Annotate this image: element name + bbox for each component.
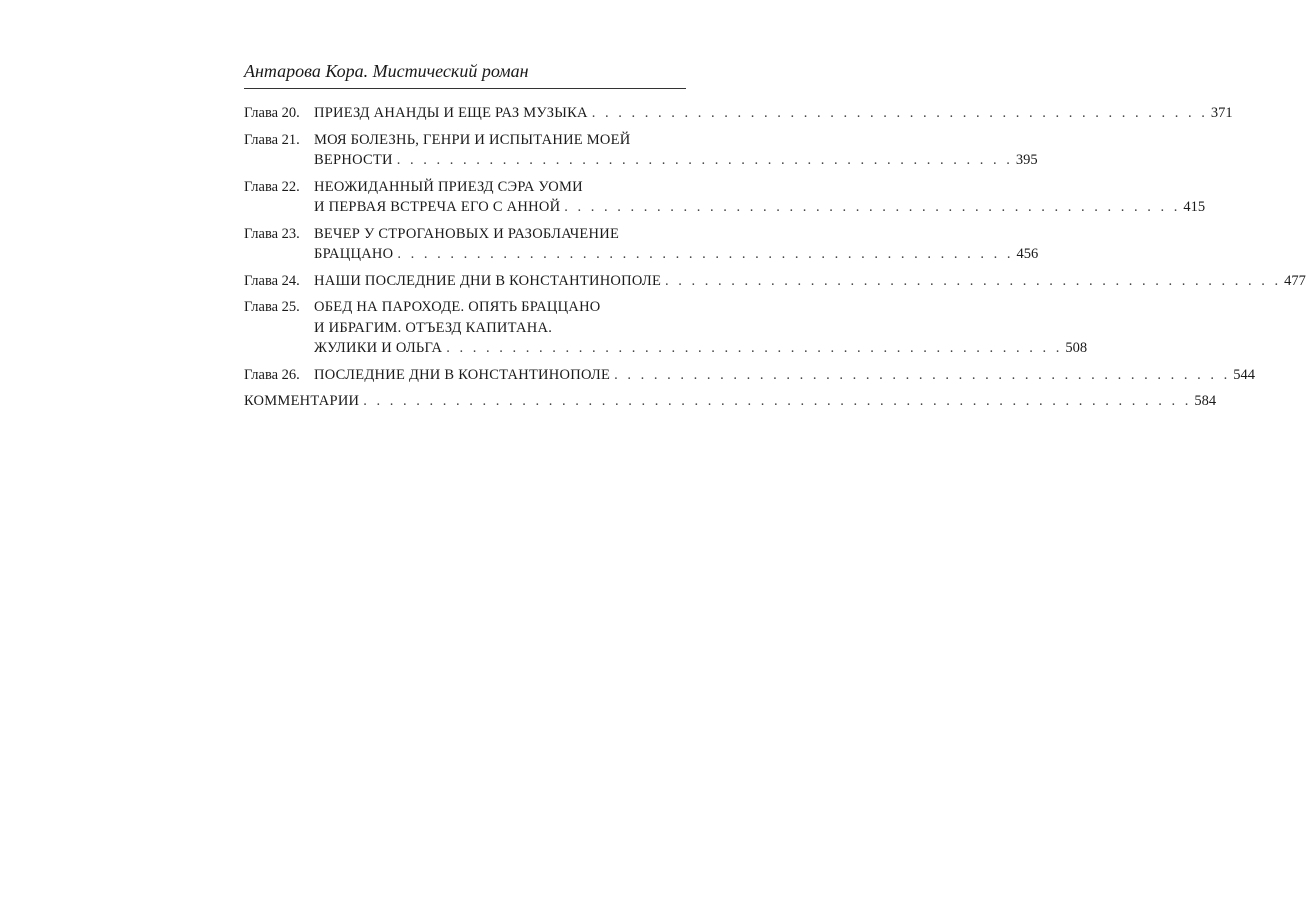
chapter-label: Глава 24. [244, 272, 300, 289]
chapter-title-line: НАШИ ПОСЛЕДНИЕ ДНИ В КОНСТАНТИНОПОЛЕ [314, 272, 662, 289]
chapter-title-line: ОБЕД НА ПАРОХОДЕ. ОПЯТЬ БРАЦЦАНО [314, 299, 601, 315]
chapter-title-line: ВЕРНОСТИ [314, 152, 393, 168]
page-number: 544 [1233, 366, 1256, 383]
chapter-label: Глава 23. [244, 225, 300, 242]
leader-dots: . . . . . . . . . . . . . . . . . . . . . . . . . . . . . . . . . . . . . . . . . . . . . . . . . . . . . . . . . . . . . . . [363, 393, 1192, 409]
page-number: 508 [1065, 340, 1088, 356]
toc-entry-chapter-21[interactable] [244, 130, 1038, 171]
leader-dots: . . . . . . . . . . . . . . . . . . . . . . . . . . . . . . . . . . . . . . . . . . . . . . . [665, 272, 1282, 289]
chapter-title-line: БРАЦЦАНО [314, 246, 394, 262]
page-number: 456 [1016, 246, 1039, 262]
toc-entry-chapter-25[interactable] [244, 297, 1088, 359]
leader-dots: . . . . . . . . . . . . . . . . . . . . . . . . . . . . . . . . . . . . . . . . . . . . . . . [396, 152, 1013, 168]
chapter-title-line: ПОСЛЕДНИЕ ДНИ В КОНСТАНТИНОПОЛЕ [314, 366, 611, 383]
chapter-title-line: ЖУЛИКИ И ОЛЬГА [314, 340, 443, 356]
chapter-title-line: ПРИЕЗД АНАНДЫ И ЕЩЕ РАЗ МУЗЫКА [314, 105, 588, 121]
running-head: Антарова Кора. Мистический роман [244, 61, 529, 81]
leader-dots: . . . . . . . . . . . . . . . . . . . . . . . . . . . . . . . . . . . . . . . . . . . . . . . [614, 366, 1231, 383]
chapter-label: Глава 22. [244, 178, 300, 195]
toc-entry-chapter-26[interactable] [244, 365, 1256, 386]
page-number: 584 [1194, 393, 1217, 409]
toc-entry-chapter-24[interactable] [244, 271, 1306, 292]
leader-dots: . . . . . . . . . . . . . . . . . . . . . . . . . . . . . . . . . . . . . . . . . . . . . . . [564, 199, 1181, 215]
table-of-contents [244, 103, 1306, 418]
page-number: 371 [1210, 105, 1233, 121]
chapter-label: Глава 21. [244, 131, 300, 148]
leader-dots: . . . . . . . . . . . . . . . . . . . . . . . . . . . . . . . . . . . . . . . . . . . . . . . [446, 340, 1063, 356]
chapter-title-line: И ИБРАГИМ. ОТЪЕЗД КАПИТАНА. [314, 319, 553, 336]
toc-entry-chapter-23[interactable] [244, 224, 1039, 265]
page-number: 395 [1015, 152, 1038, 168]
toc-entry-chapter-20[interactable] [244, 103, 1233, 124]
page-number: 415 [1183, 199, 1206, 215]
chapter-title-line: И ПЕРВАЯ ВСТРЕЧА ЕГО С АННОЙ [314, 199, 561, 215]
header-rule [244, 88, 686, 89]
leader-dots: . . . . . . . . . . . . . . . . . . . . . . . . . . . . . . . . . . . . . . . . . . . . . . . [591, 105, 1208, 121]
chapter-title-line: МОЯ БОЛЕЗНЬ, ГЕНРИ И ИСПЫТАНИЕ МОЕЙ [314, 131, 631, 148]
commentary-title: КОММЕНТАРИИ [244, 393, 360, 409]
toc-entry-chapter-22[interactable] [244, 177, 1206, 218]
chapter-title-line: ВЕЧЕР У СТРОГАНОВЫХ И РАЗОБЛАЧЕНИЕ [314, 225, 620, 242]
chapter-label: Глава 25. [244, 299, 300, 315]
chapter-title-line: НЕОЖИДАННЫЙ ПРИЕЗД СЭРА УОМИ [314, 178, 583, 195]
leader-dots: . . . . . . . . . . . . . . . . . . . . . . . . . . . . . . . . . . . . . . . . . . . . . . . [397, 246, 1014, 262]
chapter-label: Глава 20. [244, 105, 300, 121]
toc-entry-commentary[interactable] [244, 391, 1217, 412]
chapter-label: Глава 26. [244, 366, 300, 383]
page-number: 477 [1284, 272, 1306, 289]
